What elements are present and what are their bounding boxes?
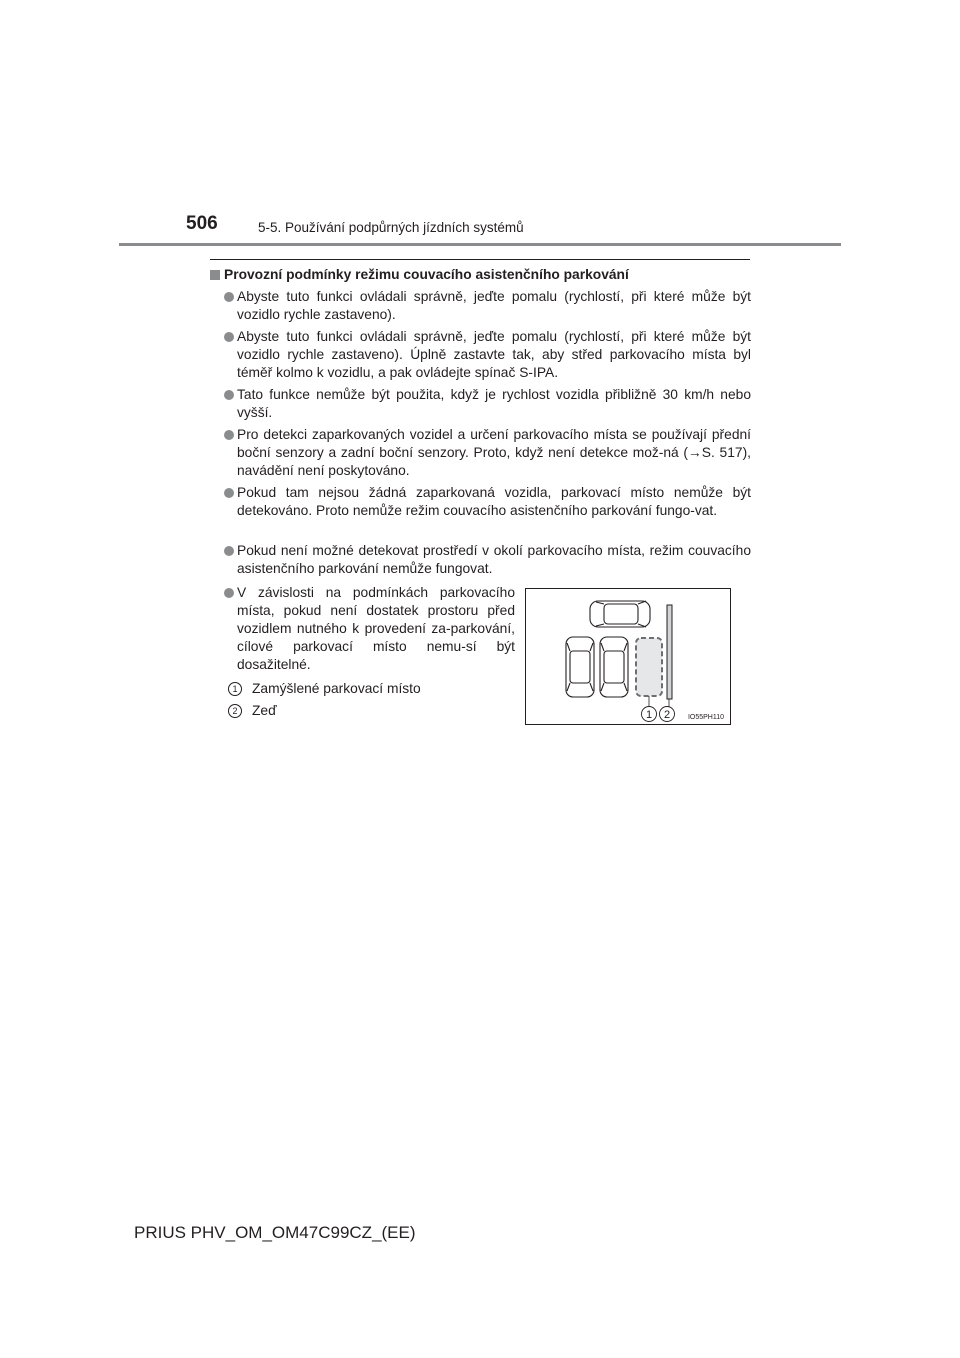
bullet-item (224, 328, 751, 382)
car-top-icon (590, 601, 650, 627)
legend-number: 2 (228, 704, 242, 718)
bullet-text: Pokud tam nejsou žádná zaparkovaná vozidla, parkovací místo nemůže být detekováno. Proto nemůže režim couvacího asistenčního parkování fungo-vat. (237, 485, 751, 518)
bullet-dot-icon (224, 390, 234, 400)
bullet-dot-icon (224, 332, 234, 342)
parked-car-icon (566, 637, 594, 697)
bullet-text: Tato funkce nemůže být použita, když je rychlost vozidla přibližně 30 km/h nebo vyšší. (237, 387, 751, 420)
square-bullet-icon (210, 270, 220, 280)
legend-label: Zamýšlené parkovací místo (252, 681, 421, 696)
parking-figure (525, 588, 731, 725)
legend-label: Zeď (252, 703, 277, 718)
page-number: 506 (186, 213, 218, 234)
bullet-item (224, 542, 751, 578)
callout-1-label: 1 (645, 709, 653, 721)
bullet-item (224, 426, 751, 480)
subheading-text: Provozní podmínky režimu couvacího asistenčního parkování (224, 267, 629, 282)
bullet-dot-icon (224, 430, 234, 440)
legend-item (228, 680, 421, 698)
parking-diagram (526, 589, 732, 726)
content-rule (210, 259, 750, 260)
bullet-dot-icon (224, 292, 234, 302)
bullet-item (224, 288, 751, 324)
subheading (210, 266, 750, 284)
bullet-text: Abyste tuto funkci ovládali správně, jeďte pomalu (rychlostí, při které může být vozidlo rychle zastaveno). Úplně zastavte tak, aby střed parkovacího místa byl téměř kolmo k vozidlu, a pak ovládejte spínač S-IPA. (237, 329, 751, 380)
figure-code: IO55PH110 (687, 714, 724, 721)
intended-parking-spot (636, 638, 662, 696)
bullet-text: V závislosti na podmínkách parkovacího místa, pokud není dostatek prostoru před vozidlem nutného k provedení za-parkování, cílové parkovací místo nemu-sí být dosažitelné. (237, 585, 515, 672)
footer-text: PRIUS PHV_OM_OM47C99CZ_(EE) (134, 1223, 416, 1242)
section-title: 5-5. Používání podpůrných jízdních systémů (258, 220, 524, 235)
header-rule (119, 243, 841, 246)
bullet-dot-icon (224, 588, 234, 598)
bullet-item (224, 386, 751, 422)
legend-number: 1 (228, 682, 242, 696)
bullet-dot-icon (224, 488, 234, 498)
bullet-dot-icon (224, 546, 234, 556)
callout-2-label: 2 (663, 709, 671, 721)
bullet-text: Abyste tuto funkci ovládali správně, jeďte pomalu (rychlostí, při které může být vozidlo rychle zastaveno). (237, 289, 751, 322)
parked-car-icon (600, 637, 628, 697)
bullet-item (224, 484, 751, 520)
legend-item (228, 702, 277, 720)
wall (667, 605, 672, 699)
bullet-text: Pro detekci zaparkovaných vozidel a určení parkovacího místa se používají přední boční senzory a zadní boční senzory. Proto, když není detekce mož-ná (→S. 517), navádění není poskytováno. (237, 427, 751, 478)
bullet-text: Pokud není možné detekovat prostředí v okolí parkovacího místa, režim couvacího asistenčního parkování nemůže fungovat. (237, 543, 751, 576)
bullet-item (224, 584, 515, 674)
